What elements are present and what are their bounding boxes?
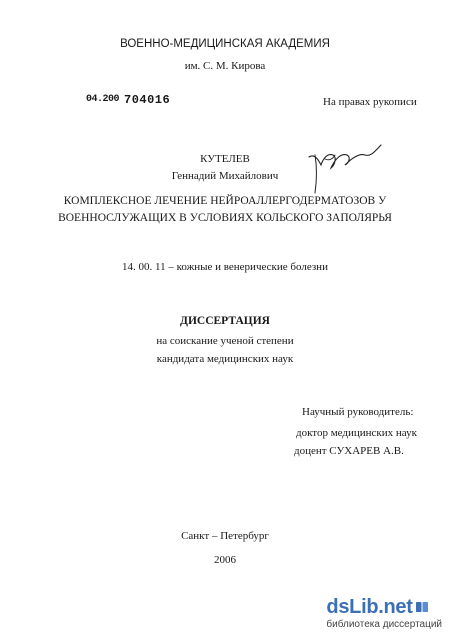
supervisor-name: доцент СУХАРЕВ А.В. bbox=[294, 445, 404, 457]
specialty: 14. 00. 11 – кожные и венерические болезни bbox=[122, 261, 328, 273]
supervisor-label: Научный руководитель: bbox=[302, 406, 414, 418]
rights-note: На правах рукописи bbox=[323, 96, 417, 108]
registration-number: 704016 bbox=[124, 93, 171, 107]
registration-prefix: 04.200 bbox=[86, 94, 120, 105]
city: Санкт – Петербург bbox=[181, 530, 269, 542]
title-line-1: КОМПЛЕКСНОЕ ЛЕЧЕНИЕ НЕЙРОАЛЛЕРГОДЕРМАТОЗОВ У bbox=[63, 195, 387, 207]
watermark-name: dsLib.net bbox=[326, 596, 413, 618]
dissertation-degree-line-2: кандидата медицинских наук bbox=[156, 353, 294, 365]
title-line-2: ВОЕННОСЛУЖАЩИХ В УСЛОВИЯХ КОЛЬСКОГО ЗАПОЛЯРЬЯ bbox=[58, 212, 392, 224]
academy-name: ВОЕННО-МЕДИЦИНСКАЯ АКАДЕМИЯ bbox=[120, 38, 330, 50]
year: 2006 bbox=[214, 554, 236, 566]
dissertation-degree-line-1: на соискание ученой степени bbox=[156, 335, 294, 347]
author-given-names: Геннадий Михайлович bbox=[171, 170, 279, 182]
supervisor-degree: доктор медицинских наук bbox=[296, 427, 417, 439]
author-surname: КУТЕЛЕВ bbox=[200, 153, 250, 165]
site-watermark bbox=[326, 596, 442, 631]
academy-named-after: им. С. М. Кирова bbox=[184, 60, 266, 72]
book-icon bbox=[415, 600, 429, 614]
watermark-subtitle: библиотека диссертаций bbox=[326, 619, 442, 630]
dissertation-heading: ДИССЕРТАЦИЯ bbox=[180, 315, 270, 327]
